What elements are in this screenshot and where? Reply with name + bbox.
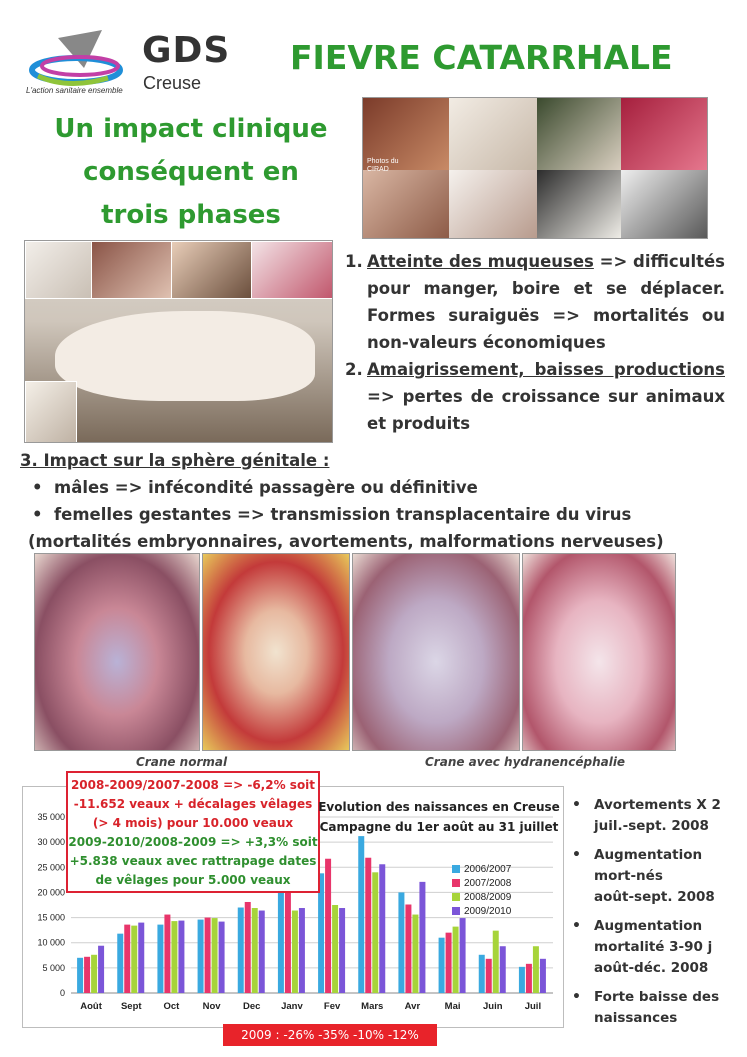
x-tick-label: Dec xyxy=(243,1001,261,1012)
legend-label: 2008/2009 xyxy=(464,891,512,903)
bar xyxy=(325,859,331,993)
callout-line: +5.838 veaux avec rattrapage dates xyxy=(69,854,317,868)
stat-line: Avortements X 2 xyxy=(594,797,721,813)
photo-grid-symptoms xyxy=(362,97,708,239)
stat-line: Augmentation xyxy=(594,918,703,934)
y-tick-label: 35 000 xyxy=(37,812,65,822)
decline-banner: 2009 : -26% -35% -10% -12% xyxy=(223,1024,437,1046)
bar xyxy=(526,964,532,993)
phase-heading: Atteinte des muqueuses xyxy=(367,252,594,271)
legend-swatch xyxy=(452,893,460,901)
bar xyxy=(138,923,144,993)
x-tick-label: Sept xyxy=(120,1001,142,1012)
y-tick-label: 20 000 xyxy=(37,887,65,898)
bar xyxy=(453,927,459,993)
stat-line: mortalité 3-90 j xyxy=(594,939,713,955)
x-tick-label: Juin xyxy=(482,1001,503,1012)
y-tick-label: 15 000 xyxy=(37,912,65,923)
legend-item xyxy=(452,890,511,904)
photo-skull-hydra-1 xyxy=(352,553,520,751)
bar xyxy=(365,858,371,993)
phase-number: 1. xyxy=(345,252,363,271)
x-tick-label: Oct xyxy=(163,1001,180,1012)
legend-label: 2009/2010 xyxy=(464,905,512,917)
x-tick-label: Janv xyxy=(281,1001,303,1012)
legend-swatch xyxy=(452,879,460,887)
stats-list xyxy=(572,795,742,1037)
bar xyxy=(98,946,104,993)
photo-skull-normal-1 xyxy=(34,553,200,751)
caption-skull-normal: Crane normal xyxy=(136,755,228,769)
phase-list xyxy=(345,248,725,437)
bar xyxy=(91,955,97,993)
bar xyxy=(164,915,170,993)
stat-line: mort-nés xyxy=(594,868,663,884)
bar xyxy=(446,933,452,993)
bar xyxy=(519,967,525,993)
caption-skull-hydra: Crane avec hydranencéphalie xyxy=(425,755,626,769)
x-tick-label: Mai xyxy=(444,1001,461,1012)
phase-3-section xyxy=(20,447,720,555)
phase-text: => difficultés pour manger, boire et se déplacer. Formes suraiguës => mortalités ou non-valeurs économiques xyxy=(367,252,726,352)
bullet-item: • femelles gestantes => transmission transplacentaire du virus xyxy=(32,505,632,524)
callout-line: (> 4 mois) pour 10.000 veaux xyxy=(92,816,294,830)
brand-name: GDS xyxy=(142,30,231,71)
bullet-text: mâles => infécondité passagère ou définitive xyxy=(54,478,478,497)
stat-line: naissances xyxy=(594,1010,678,1026)
photo-skull-normal-2 xyxy=(202,553,350,751)
bar xyxy=(238,908,244,993)
x-tick-label: Fev xyxy=(323,1001,341,1012)
y-tick-label: 10 000 xyxy=(37,937,65,948)
stat-line: Augmentation xyxy=(594,847,703,863)
y-tick-label: 30 000 xyxy=(37,837,65,848)
bar xyxy=(439,938,445,993)
bar xyxy=(500,946,506,993)
stat-item: • Augmentation mort-nés août-sept. 2008 xyxy=(572,845,742,908)
y-tick-label: 0 xyxy=(59,988,65,998)
callout-line: 2009-2010/2008-2009 => +3,3% soit xyxy=(68,835,318,849)
photo-skull-hydra-2 xyxy=(522,553,676,751)
bar xyxy=(412,915,418,993)
callout-line: 2008-2009/2007-2008 => -6,2% soit xyxy=(70,778,316,792)
bar xyxy=(157,925,163,993)
page-title: FIEVRE CATARRHALE xyxy=(290,38,673,77)
brand-subname: Creuse xyxy=(143,73,202,93)
subtitle-line: conséquent en xyxy=(83,157,299,187)
chart-callout xyxy=(66,771,320,893)
phase-3-heading: 3. Impact sur la sphère génitale : xyxy=(20,451,330,470)
bar xyxy=(398,892,404,993)
bar xyxy=(77,958,83,993)
photo-cow-collage xyxy=(24,240,333,443)
bar xyxy=(171,921,177,993)
bar xyxy=(332,905,338,993)
subtitle-line: Un impact clinique xyxy=(54,114,328,144)
bar xyxy=(212,918,218,993)
phase-text: => pertes de croissance sur animaux et produits xyxy=(367,387,725,433)
legend-item xyxy=(452,876,511,890)
bar xyxy=(479,955,485,993)
legend-label: 2006/2007 xyxy=(464,863,512,875)
stat-line: août-déc. 2008 xyxy=(594,960,709,976)
phase-3-note: (mortalités embryonnaires, avortements, malformations nerveuses) xyxy=(28,532,664,551)
stat-item: • Avortements X 2 juil.-sept. 2008 xyxy=(572,795,742,837)
bar xyxy=(117,934,123,993)
bar xyxy=(131,926,137,993)
bullet-item: • mâles => infécondité passagère ou définitive xyxy=(32,478,478,497)
legend-swatch xyxy=(452,907,460,915)
y-tick-label: 25 000 xyxy=(37,862,65,873)
x-tick-label: Nov xyxy=(202,1001,221,1012)
callout-line: -11.652 veaux + décalages vêlages xyxy=(73,797,313,811)
bar xyxy=(460,918,466,993)
bar xyxy=(419,882,425,993)
phase-item xyxy=(345,356,725,437)
bar xyxy=(84,957,90,993)
brand-tagline: L'action sanitaire ensemble xyxy=(26,86,123,95)
legend-item xyxy=(452,862,511,876)
bar xyxy=(379,864,385,993)
bar xyxy=(178,921,184,993)
chart-legend xyxy=(452,862,511,918)
bar xyxy=(278,887,284,993)
gds-logo xyxy=(28,28,128,94)
x-tick-label: Août xyxy=(80,1001,102,1012)
legend-item xyxy=(452,904,511,918)
bar xyxy=(405,904,411,993)
bar xyxy=(486,959,492,993)
bar xyxy=(245,902,251,993)
x-tick-label: Juil xyxy=(524,1001,542,1012)
legend-label: 2007/2008 xyxy=(464,877,512,889)
bar xyxy=(259,911,265,993)
chart-title-block xyxy=(318,797,560,837)
bar xyxy=(252,908,258,993)
stat-item: • Augmentation mortalité 3-90 j août-déc. 2008 xyxy=(572,916,742,979)
chart-subtitle: Campagne du 1er août au 31 juillet xyxy=(319,820,559,834)
callout-line: de vêlages pour 5.000 veaux xyxy=(95,873,291,887)
bar xyxy=(219,922,225,993)
y-tick-label: 5 000 xyxy=(42,962,65,973)
bar xyxy=(124,925,130,993)
phase-number: 2. xyxy=(345,360,363,379)
x-tick-label: Mars xyxy=(361,1001,384,1012)
bar xyxy=(533,946,539,993)
bar xyxy=(372,872,378,993)
phase-heading: Amaigrissement, baisses productions xyxy=(367,360,725,379)
x-tick-label: Avr xyxy=(404,1001,421,1012)
bullet-text: femelles gestantes => transmission transplacentaire du virus xyxy=(54,505,632,524)
bar xyxy=(198,920,204,993)
bar xyxy=(285,882,291,993)
subtitle xyxy=(36,108,346,237)
bar xyxy=(292,911,298,993)
subtitle-line: trois phases xyxy=(101,200,281,230)
legend-swatch xyxy=(452,865,460,873)
bar xyxy=(540,959,546,993)
stat-line: juil.-sept. 2008 xyxy=(594,818,709,834)
bar xyxy=(358,836,364,993)
bar xyxy=(493,931,499,993)
stat-line: août-sept. 2008 xyxy=(594,889,715,905)
bar xyxy=(339,908,345,993)
stat-item: • Forte baisse des naissances xyxy=(572,987,742,1029)
chart-title: Evolution des naissances en Creuse xyxy=(318,800,560,814)
bar xyxy=(299,908,305,993)
bar xyxy=(205,918,211,993)
stat-line: Forte baisse des xyxy=(594,989,720,1005)
photo-credit: Photos du CIRAD xyxy=(367,158,399,173)
phase-item xyxy=(345,248,725,356)
